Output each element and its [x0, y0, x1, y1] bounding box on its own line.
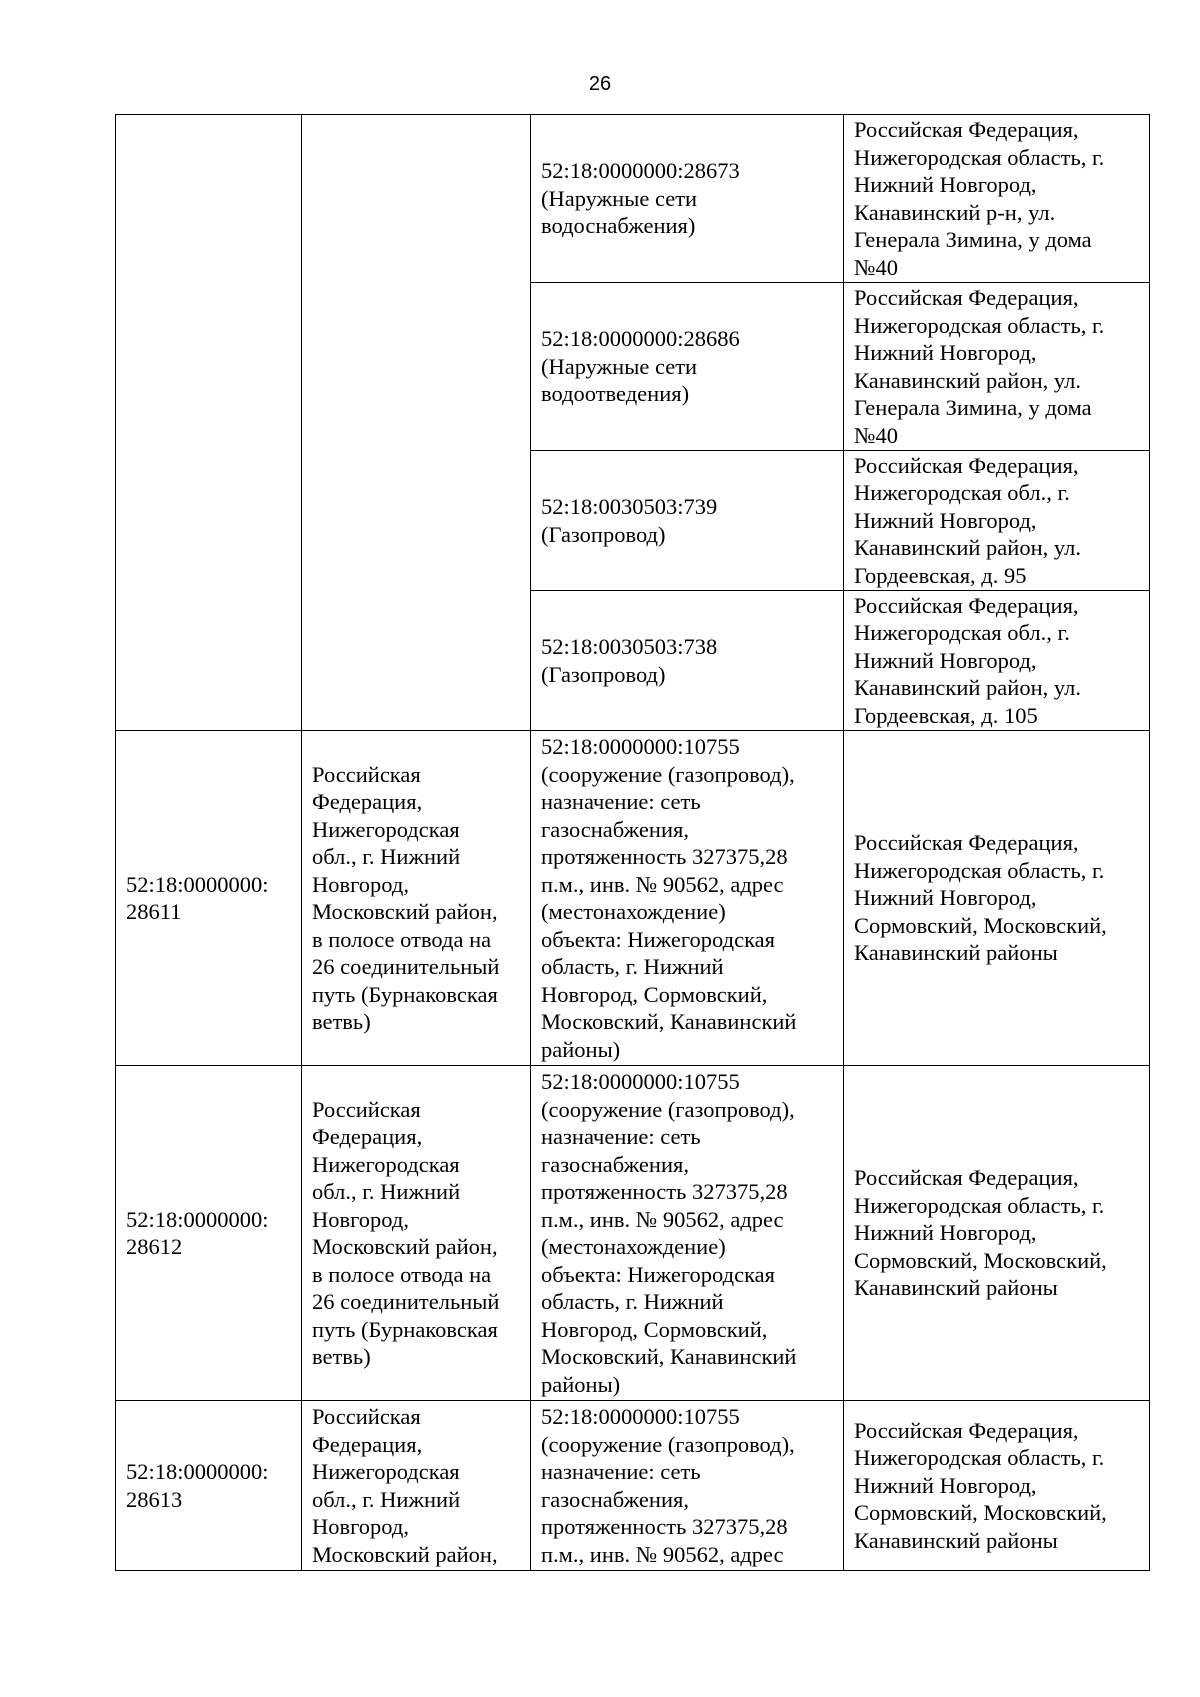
plot-id-cell: 52:18:0000000: 28613 [116, 1401, 302, 1571]
land-plots-table [115, 114, 1150, 1571]
object-cell: 52:18:0000000:10755 (сооружение (газопровод), назначение: сеть газоснабжения, протяженность 327375,28 п.м., инв. № 90562, адрес (местонахождение) объекта: Нижегородская область, г. Нижний Новгород, Сормовский, Московский, Канавинский районы) [531, 731, 844, 1066]
plot-location-cell: Российская Федерация, Нижегородская обл., г. Нижний Новгород, Московский район, [302, 1401, 531, 1571]
object-cell: 52:18:0000000:28673 (Наружные сети водоснабжения) [531, 115, 844, 283]
object-cell: 52:18:0030503:738 (Газопровод) [531, 591, 844, 731]
address-cell: Российская Федерация, Нижегородская обл., г. Нижний Новгород, Канавинский район, ул. Гордеевская, д. 105 [844, 591, 1150, 731]
table-row [116, 731, 1150, 1066]
table-row [116, 1401, 1150, 1571]
address-cell: Российская Федерация, Нижегородская область, г. Нижний Новгород, Канавинский район, ул. Генерала Зимина, у дома №40 [844, 283, 1150, 451]
object-cell: 52:18:0000000:10755 (сооружение (газопровод), назначение: сеть газоснабжения, протяженность 327375,28 п.м., инв. № 90562, адрес [531, 1401, 844, 1571]
address-cell: Российская Федерация, Нижегородская область, г. Нижний Новгород, Канавинский р-н, ул. Генерала Зимина, у дома №40 [844, 115, 1150, 283]
object-cell: 52:18:0000000:10755 (сооружение (газопровод), назначение: сеть газоснабжения, протяженность 327375,28 п.м., инв. № 90562, адрес (местонахождение) объекта: Нижегородская область, г. Нижний Новгород, Сормовский, Московский, Канавинский районы) [531, 1066, 844, 1401]
object-cell: 52:18:0030503:739 (Газопровод) [531, 451, 844, 591]
address-cell: Российская Федерация, Нижегородская область, г. Нижний Новгород, Сормовский, Московский, Канавинский районы [844, 731, 1150, 1066]
address-cell: Российская Федерация, Нижегородская область, г. Нижний Новгород, Сормовский, Московский, Канавинский районы [844, 1401, 1150, 1571]
table-row [116, 115, 1150, 283]
plot-location-cell: Российская Федерация, Нижегородская обл., г. Нижний Новгород, Московский район, в полосе отвода на 26 соединительный путь (Бурнаковская ветвь) [302, 731, 531, 1066]
object-cell: 52:18:0000000:28686 (Наружные сети водоотведения) [531, 283, 844, 451]
plot-location-cell [302, 115, 531, 731]
page-number: 26 [588, 73, 612, 95]
plot-id-cell: 52:18:0000000: 28612 [116, 1066, 302, 1401]
plot-id-cell [116, 115, 302, 731]
plot-id-cell: 52:18:0000000: 28611 [116, 731, 302, 1066]
address-cell: Российская Федерация, Нижегородская область, г. Нижний Новгород, Сормовский, Московский, Канавинский районы [844, 1066, 1150, 1401]
plot-location-cell: Российская Федерация, Нижегородская обл., г. Нижний Новгород, Московский район, в полосе отвода на 26 соединительный путь (Бурнаковская ветвь) [302, 1066, 531, 1401]
table-row [116, 1066, 1150, 1401]
address-cell: Российская Федерация, Нижегородская обл., г. Нижний Новгород, Канавинский район, ул. Гордеевская, д. 95 [844, 451, 1150, 591]
